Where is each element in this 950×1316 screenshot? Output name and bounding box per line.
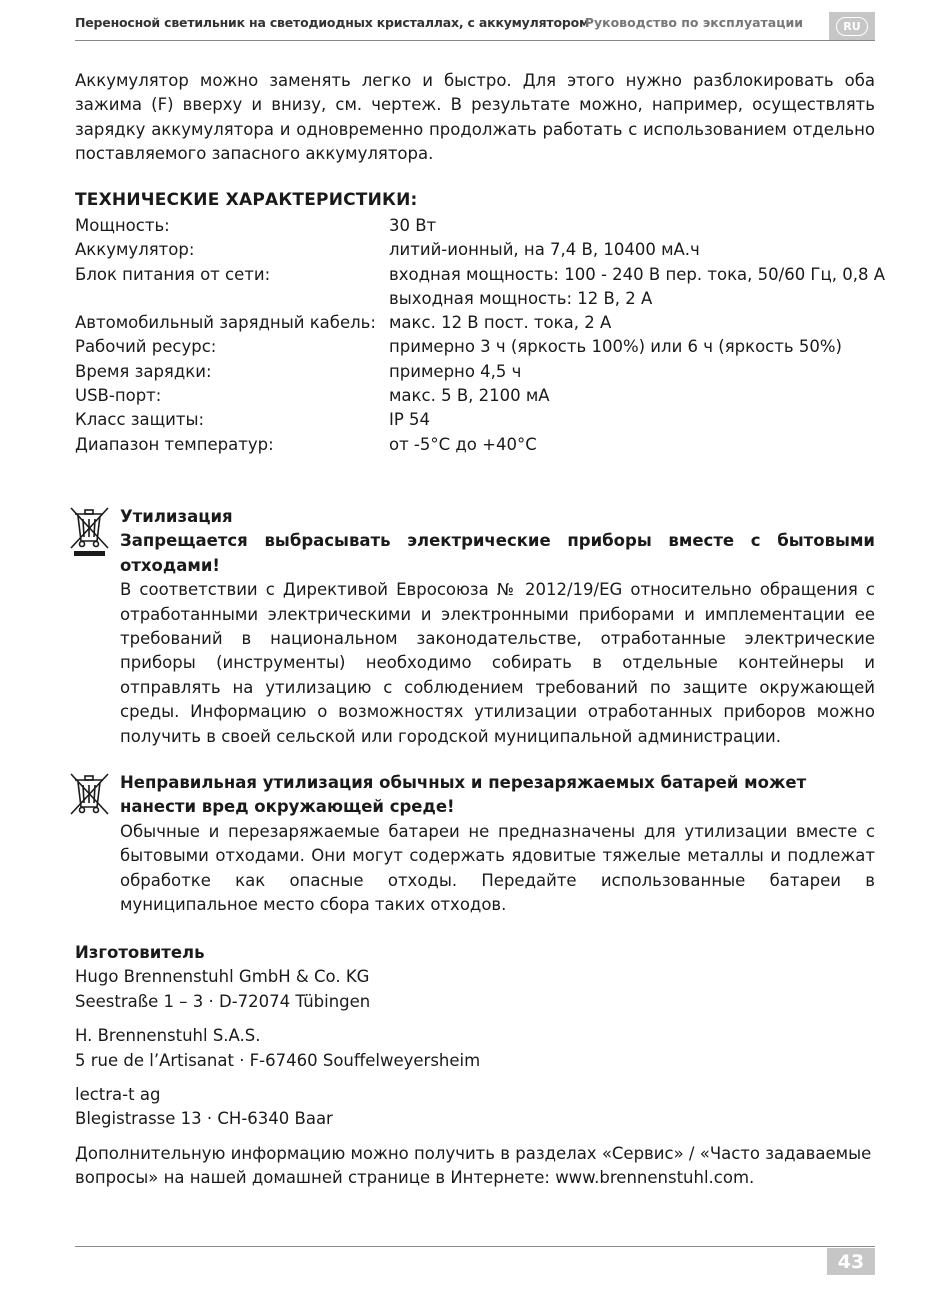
manufacturer-heading: Изготовитель (75, 943, 205, 962)
language-code: RU (836, 17, 868, 36)
document-title: Переносной светильник на светодиодных кристаллах, с аккумулятором (75, 15, 590, 30)
battery-warning: Неправильная утилизация обычных и перезаряжаемых батарей может нанести вред окружающей среде! (120, 773, 807, 817)
specs-heading: ТЕХНИЧЕСКИЕ ХАРАКТЕРИСТИКИ: (75, 190, 418, 210)
address-line: Blegistrasse 13 · CH-6340 Baar (75, 1109, 333, 1129)
spec-label: Рабочий ресурс: (75, 337, 217, 357)
spec-row (75, 384, 885, 408)
language-badge (829, 12, 875, 40)
footer-divider (75, 1246, 875, 1247)
spec-row (75, 335, 885, 359)
spec-value: литий-ионный, на 7,4 В, 10400 мА.ч (388, 240, 700, 260)
address-line: 5 rue de l’Artisanat · F-67460 Souffelweyersheim (75, 1050, 481, 1070)
spec-value: входная мощность: 100 - 240 В пер. тока, 50/60 Гц, 0,8 А (388, 264, 885, 284)
spec-value: макс. 5 В, 2100 мА (388, 386, 550, 406)
battery-section (75, 771, 875, 917)
spec-value: примерно 3 ч (яркость 100%) или 6 ч (яркость 50%) (388, 337, 842, 357)
spec-label: Аккумулятор: (75, 240, 195, 260)
spec-value: IP 54 (388, 410, 431, 430)
crossed-battery-bin-icon (67, 771, 113, 823)
spec-row (75, 311, 885, 335)
spec-row (75, 214, 885, 238)
address-line: H. Brennenstuhl S.A.S. (75, 1026, 261, 1046)
spec-label: Автомобильный зарядный кабель: (75, 313, 376, 333)
spec-row (75, 238, 885, 262)
disposal-body: В соответствии с Директивой Евросоюза № 2012/19/EG относительно обращения с отработанными электрическими и электронными приборами и имплементации ее требований в национальном законодательстве, отработанные электрические приборы (инструменты) необходимо собирать в отдельные контейнеры и отправлять на утилизацию с соблюдением требований по защите окружающей среды. Информацию о возможностях утилизации отработанных приборов можно получить в своей сельской или городской муниципальной администрации. (120, 580, 875, 746)
spec-label: Мощность: (75, 216, 170, 235)
address-line: Hugo Brennenstuhl GmbH & Co. KG (75, 967, 370, 987)
spec-label: USB-порт: (75, 386, 162, 406)
spec-value: выходная мощность: 12 В, 2 А (388, 288, 653, 308)
spec-row (75, 433, 885, 457)
spec-value: от -5°C до +40°C (388, 434, 537, 454)
spec-row (75, 287, 885, 311)
spec-value: примерно 4,5 ч (388, 361, 522, 381)
battery-body: Обычные и перезаряжаемые батареи не предназначены для утилизации вместе с бытовыми отходами. Они могут содержать ядовитые тяжелые металлы и подлежат обработке как опасные отходы. Передайте использованные батареи в муниципальное место сбора таких отходов. (120, 821, 875, 915)
spec-label: Класс защиты: (75, 410, 205, 430)
spec-label (75, 287, 389, 311)
page-number: 43 (827, 1248, 875, 1275)
spec-row (75, 360, 885, 384)
disposal-warning: Запрещается выбрасывать электрические приборы вместе с бытовыми отходами! (120, 531, 875, 575)
spec-label: Блок питания от сети: (75, 264, 271, 284)
address-line: Seestraße 1 – 3 · D-72074 Tübingen (75, 991, 371, 1011)
disposal-heading: Утилизация (120, 507, 233, 526)
specs-table (75, 214, 885, 457)
intro-paragraph: Аккумулятор можно заменять легко и быстро. Для этого нужно разблокировать оба зажима (F) вверху и внизу, см. чертеж. В результате можно, например, осуществлять зарядку аккумулятора и одновременно продолжать работать с использованием отдельно поставляемого запасного аккумулятора. (75, 71, 875, 164)
header-divider (75, 40, 875, 41)
manufacturer-section (75, 941, 875, 1191)
crossed-bin-icon (67, 505, 113, 557)
address-line: lectra-t ag (75, 1085, 161, 1105)
more-info-paragraph: Дополнительную информацию можно получить в разделах «Сервис» / «Часто задаваемые вопросы» на нашей домашней странице в Интернете: www.brennenstuhl.com. (75, 1143, 872, 1188)
spec-label: Время зарядки: (75, 361, 212, 381)
disposal-section (75, 505, 875, 749)
spec-row (75, 263, 885, 287)
spec-value: макс. 12 В пост. тока, 2 А (388, 313, 612, 333)
section-title: Руководство по эксплуатации (584, 15, 803, 30)
page-header (75, 12, 875, 42)
spec-label: Диапазон температур: (75, 434, 274, 454)
spec-value: 30 Вт (388, 216, 437, 235)
spec-row (75, 408, 885, 432)
